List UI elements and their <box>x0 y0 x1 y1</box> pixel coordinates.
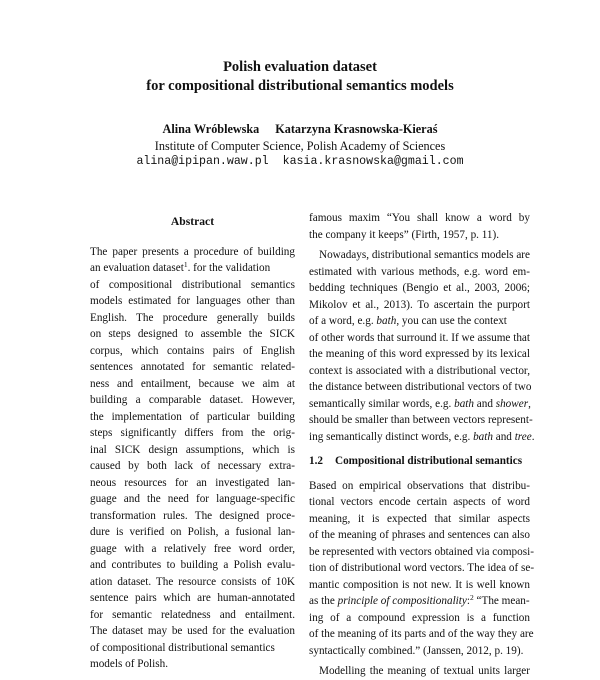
abstract-line: transformation rules. The designed proce- <box>90 509 295 522</box>
abstract-line: an evaluation dataset$^1$. for the validation <box>90 260 271 274</box>
body-line: famous maxim “You shall know a word by <box>309 212 530 224</box>
section-heading <box>309 453 530 470</box>
section-title: Compositional distributional semantics <box>334 455 523 467</box>
abstract-line: ness and entailment, because we aim at <box>90 377 295 390</box>
body-line: of other words that surround it. If we assume that <box>309 331 530 344</box>
abstract-line: of compositional distributional semantics <box>90 641 275 654</box>
abstract-line: the implementation of particular building <box>90 410 295 423</box>
body-line: mantic composition is not new. It is well known <box>309 578 530 591</box>
body-line: meaning, it is expected that similar aspects <box>309 512 530 525</box>
abstract-line: English. The procedure generally builds <box>90 311 295 324</box>
body-line: semantically similar words, e.g. bath and shower, <box>309 397 531 410</box>
abstract-line: sentences annotated for semantic related- <box>90 361 295 373</box>
paper-title <box>0 58 600 96</box>
emails <box>0 154 600 171</box>
left-column <box>90 210 295 673</box>
author-names <box>0 121 600 138</box>
abstract-line: of compositional distributional semantics <box>90 278 295 291</box>
abstract-line: on steps designed to assemble the SICK <box>90 328 295 340</box>
body-line: Nowadays, distributional semantics models are <box>319 249 530 261</box>
email-1: alina@ipipan.waw.pl <box>136 155 269 168</box>
author-2: Katarzyna Krasnowska-Kieraś <box>275 122 438 136</box>
affiliation: Institute of Computer Science, Polish Academy of Sciences <box>154 138 446 153</box>
abstract-line: steps significantly differs from the orig- <box>90 427 295 439</box>
title-line-1: Polish evaluation dataset <box>223 59 377 75</box>
abstract-line: sentence pairs which are human-annotated <box>90 592 295 604</box>
body-line: estimated with various methods, e.g. word em- <box>309 265 530 278</box>
body-line: syntactically combined.” (Janssen, 2012, p. 19). <box>309 644 524 657</box>
body-line: tional vectors encode certain aspects of word <box>309 496 530 508</box>
body-line: as the principle of compositionality:$^2$ “The mean- <box>309 593 530 607</box>
body-line: be represented with vectors obtained via composi- <box>309 545 534 558</box>
abstract-line: building a comparable dataset. However, <box>90 394 295 406</box>
abstract-line: caused by both lack of necessary extra- <box>90 460 295 472</box>
body-line: the company it keeps” (Firth, 1957, p. 11). <box>309 228 500 241</box>
author-1: Alina Wróblewska <box>162 122 260 136</box>
body-line: the meaning of this word expressed by its lexical <box>309 348 530 360</box>
abstract-heading: Abstract <box>170 215 215 228</box>
title-line-2: for compositional distributional semantics models <box>146 78 454 94</box>
body-line: Based on empirical observations that distribu- <box>309 479 530 492</box>
abstract-line: ation dataset. The resource consists of 10K <box>90 575 295 588</box>
abstract-line: corpus, which contains pairs of English <box>90 344 295 357</box>
body-line: tion of distributional word vectors. The idea of se- <box>309 562 535 574</box>
abstract-line: dure is verified on Polish, a fusional lan- <box>90 526 295 538</box>
footnote-marker: 1 <box>183 260 188 269</box>
abstract-line: The dataset may be used for the evaluation <box>90 625 295 637</box>
section-number: 1.2 <box>309 455 323 467</box>
abstract-line: guage with a relatively free word order, <box>90 542 295 555</box>
abstract-line: models estimated for languages other than <box>90 295 295 307</box>
author-block <box>0 121 600 171</box>
abstract-line: guage and the need for language-specific <box>90 493 295 505</box>
body-line: of a word, e.g. bath, you can use the context <box>309 315 507 327</box>
body-line: ing of a compound expression is a function <box>309 611 530 624</box>
body-line: the distance between distributional vectors of two <box>309 381 532 393</box>
body-line: should be smaller than between vectors represent- <box>309 414 533 426</box>
body-line: Modelling the meaning of textual units larger <box>319 665 530 677</box>
footnote-marker: 2 <box>469 593 474 602</box>
body-line: bedding techniques (Bengio et al., 2003, 2006; <box>309 282 530 294</box>
abstract-line: models of Polish. <box>90 658 169 670</box>
abstract-line: The paper presents a procedure of building <box>90 245 295 258</box>
body-line: of the meaning of its parts and of the way they are <box>309 628 534 640</box>
body-line: Mikolov et al., 2013). To ascertain the purport <box>309 298 530 311</box>
abstract-line: neous resources for an investigated lan- <box>90 476 295 489</box>
abstract-line: and contributes to building a Polish evalu- <box>90 559 295 571</box>
body-line: of the meaning of phrases and sentences can also <box>309 529 530 541</box>
email-2: kasia.krasnowska@gmail.com <box>282 155 464 168</box>
body-line: context is associated with a distributional vector, <box>309 364 530 377</box>
right-column <box>309 210 535 680</box>
body-line: ing semantically distinct words, e.g. bath and tree. <box>309 430 535 443</box>
abstract-line: inal SICK design assumptions, which is <box>90 443 295 456</box>
abstract-line: for semantic relatedness and entailment. <box>90 608 295 621</box>
